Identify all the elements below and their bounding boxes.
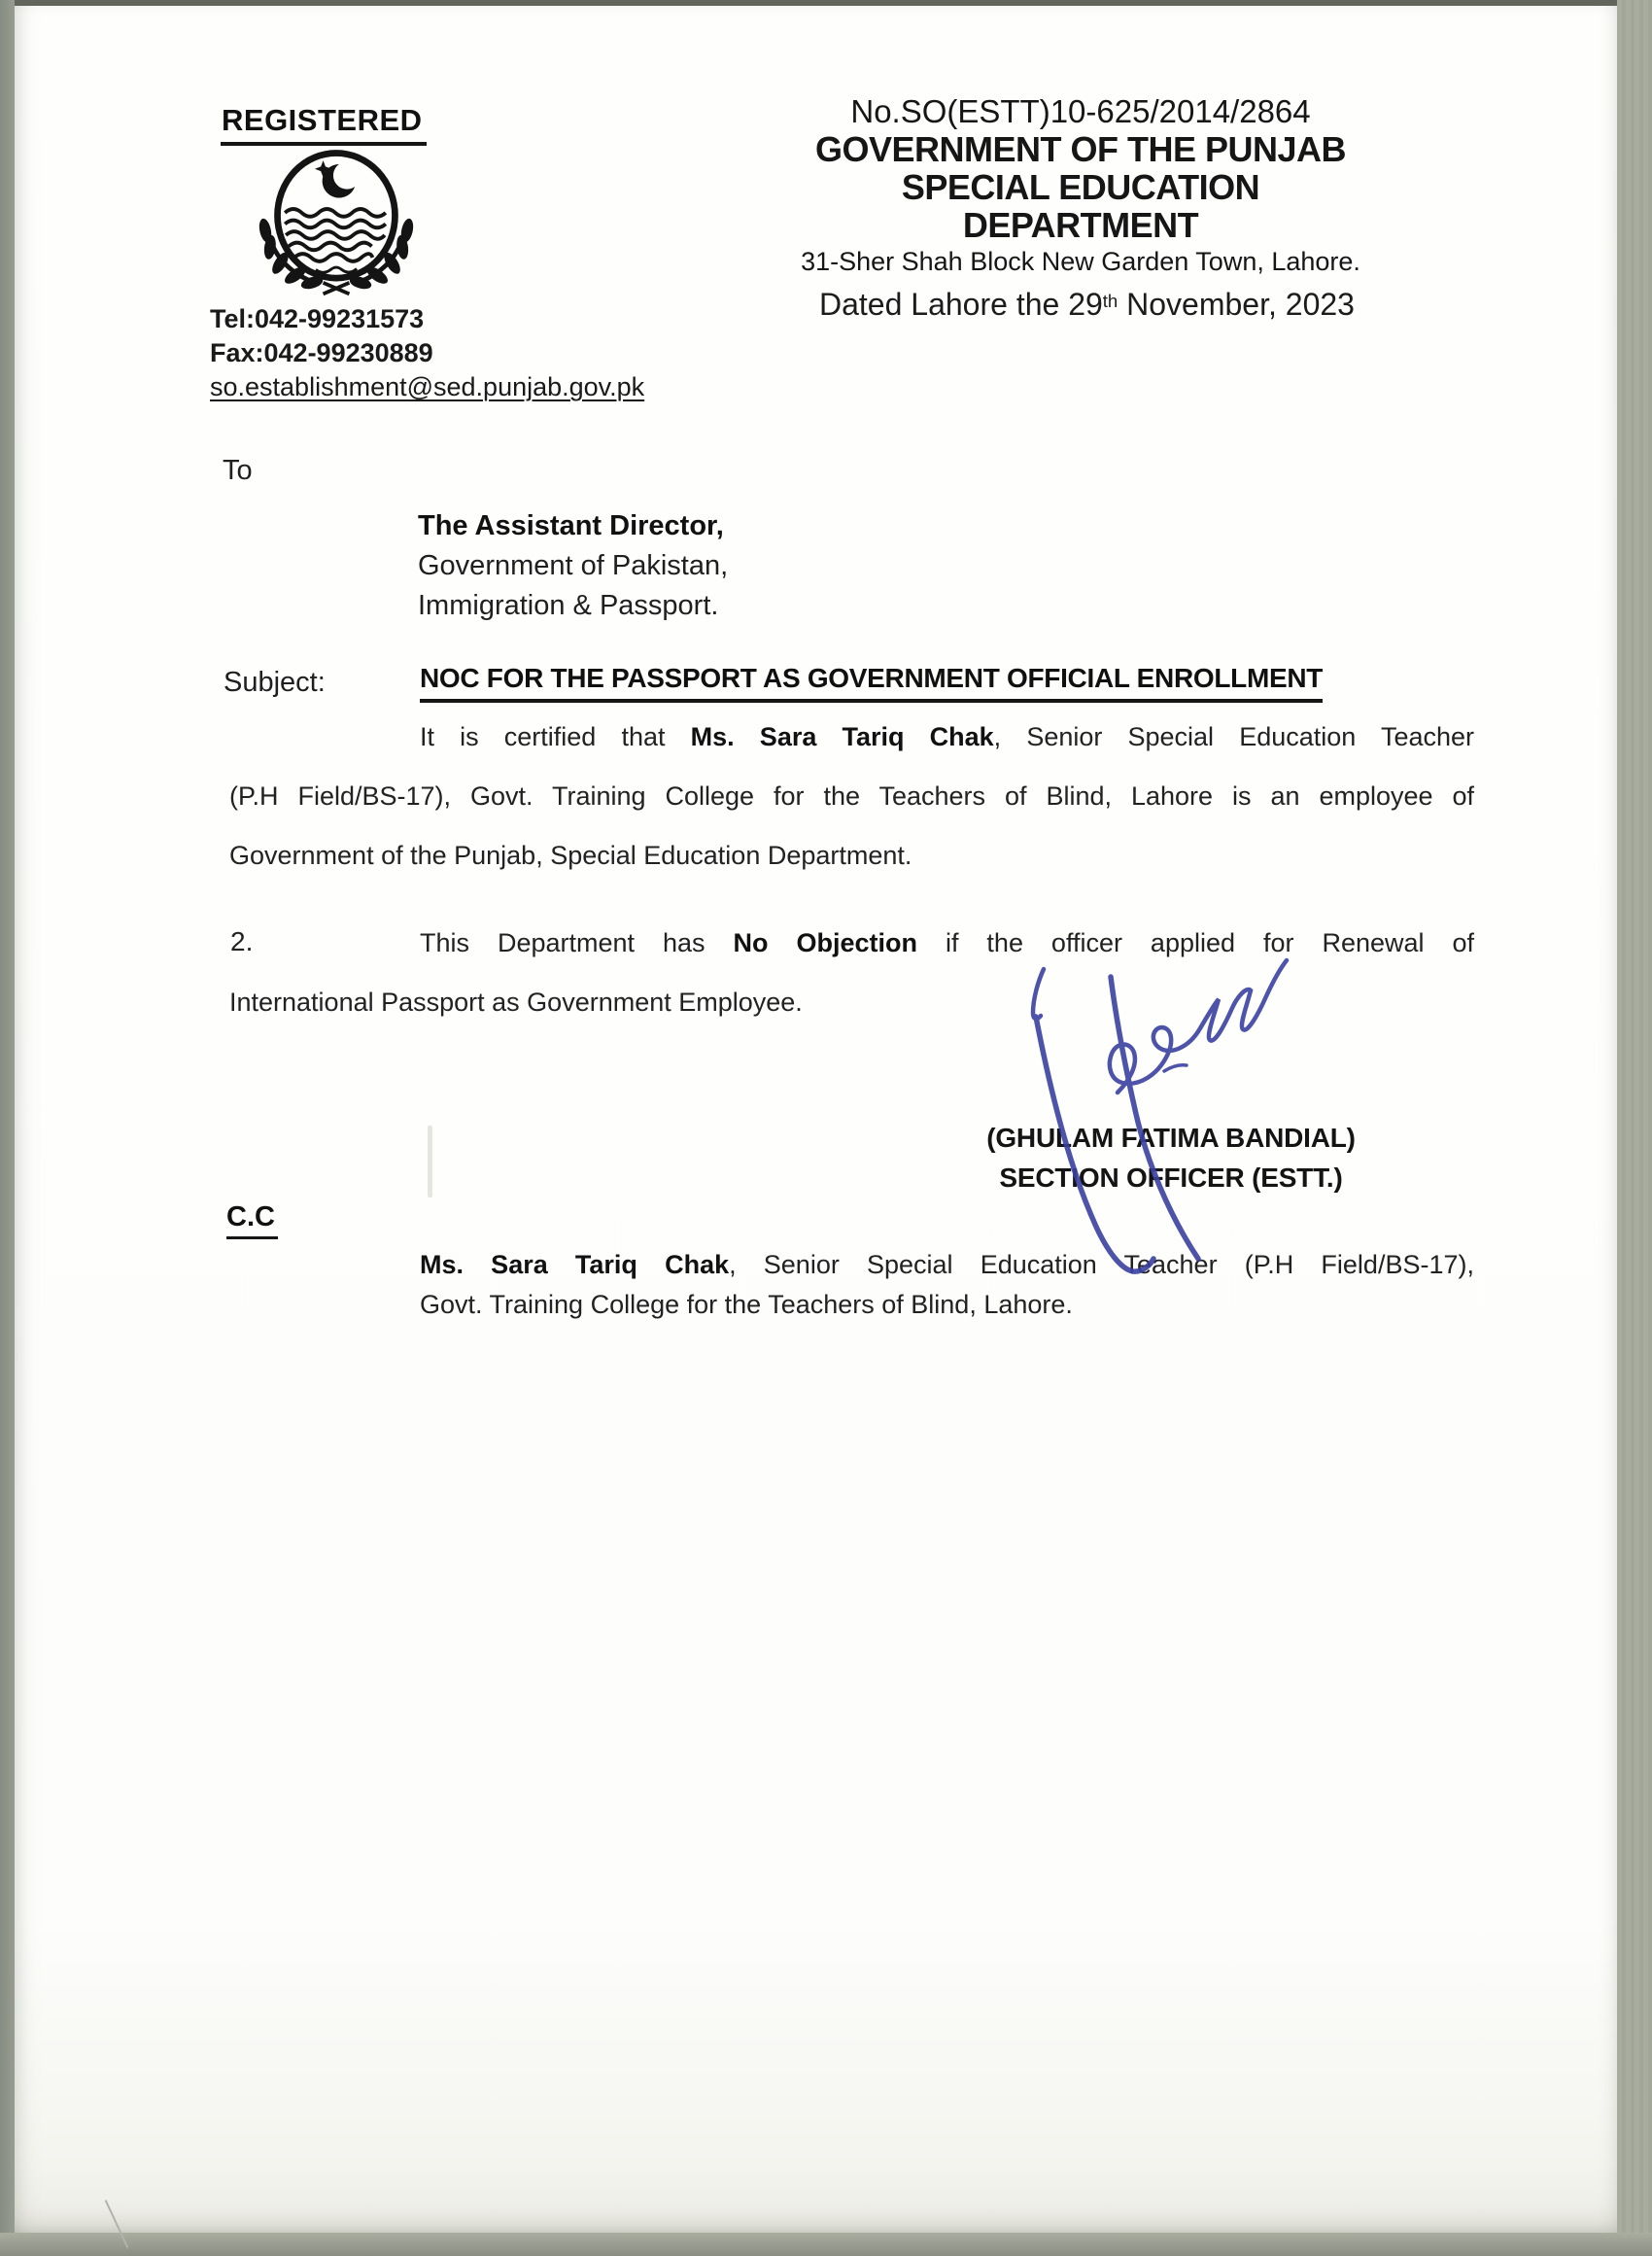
cc-text: , Senior Special Education Teacher (P.H Field/BS-17), bbox=[729, 1250, 1474, 1279]
fax-line: Fax:042-99230889 bbox=[210, 338, 433, 367]
registered-label: REGISTERED bbox=[221, 103, 427, 146]
punjab-government-emblem-icon bbox=[243, 142, 430, 302]
scan-edge-right bbox=[1617, 0, 1652, 2256]
paragraph-2-number: 2. bbox=[230, 926, 254, 956]
cc-line-2: Govt. Training College for the Teachers of Blind, Lahore. bbox=[420, 1290, 1073, 1319]
cc-label: C.C bbox=[226, 1201, 278, 1239]
to-label: To bbox=[223, 455, 253, 486]
ink-signature bbox=[1006, 945, 1307, 1285]
dated-text-end: November, 2023 bbox=[1118, 287, 1355, 322]
subject-label: Subject: bbox=[224, 667, 326, 698]
cc-line-1 bbox=[420, 1248, 1474, 1288]
letterhead-block bbox=[789, 93, 1372, 278]
contact-block bbox=[210, 302, 644, 404]
p2-text-cont: if the officer applied for Renewal of bbox=[916, 928, 1475, 957]
scan-smudge-artifact bbox=[428, 1126, 432, 1197]
employee-name: Ms. Sara Tariq Chak bbox=[690, 722, 994, 751]
addressee-block bbox=[418, 506, 728, 626]
signatory-name: (GHULAM FATIMA BANDIAL) bbox=[986, 1123, 1356, 1153]
cc-employee-name: Ms. Sara Tariq Chak bbox=[420, 1250, 730, 1279]
tel-line: Tel:042-99231573 bbox=[210, 304, 425, 333]
p1-text-cont: , Senior Special Education Teacher bbox=[993, 722, 1474, 751]
subject-title: NOC FOR THE PASSPORT AS GOVERNMENT OFFICIAL ENROLLMENT bbox=[420, 663, 1323, 703]
addressee-title: The Assistant Director, bbox=[418, 510, 724, 541]
paragraph-1 bbox=[229, 720, 1474, 898]
addressee-dept: Immigration & Passport. bbox=[418, 590, 719, 621]
reference-number: No.SO(ESTT)10-625/2014/2864 bbox=[850, 93, 1311, 129]
scan-edge-bottom bbox=[0, 2233, 1652, 2256]
department-address: 31-Sher Shah Block New Garden Town, Lahore. bbox=[801, 247, 1360, 276]
cc-block bbox=[420, 1248, 1474, 1328]
org-name: GOVERNMENT OF THE PUNJAB bbox=[814, 129, 1347, 169]
dated-text: Dated Lahore the 29 bbox=[819, 287, 1103, 322]
paragraph-1-line-3: Government of the Punjab, Special Education Department. bbox=[229, 841, 912, 870]
scan-edge-left bbox=[0, 0, 15, 2256]
paragraph-1-line-2: (P.H Field/BS-17), Govt. Training College for the Teachers of Blind, Lahore is an employee of bbox=[229, 781, 1474, 811]
no-objection-phrase: No Objection bbox=[733, 928, 917, 957]
email-address: so.establishment@sed.punjab.gov.pk bbox=[210, 372, 645, 401]
addressee-org: Government of Pakistan, bbox=[418, 550, 729, 581]
department-name: SPECIAL EDUCATION DEPARTMENT bbox=[901, 167, 1260, 245]
p1-text: It is certified that bbox=[420, 722, 691, 751]
paragraph-2-line-2: International Passport as Government Employee. bbox=[229, 988, 803, 1017]
paragraph-1-line-1 bbox=[229, 720, 1474, 780]
signatory-title: SECTION OFFICER (ESTT.) bbox=[999, 1163, 1343, 1193]
dated-line bbox=[819, 287, 1355, 323]
ordinal-suffix: th bbox=[1102, 290, 1119, 311]
p2-text: This Department has bbox=[420, 928, 734, 957]
